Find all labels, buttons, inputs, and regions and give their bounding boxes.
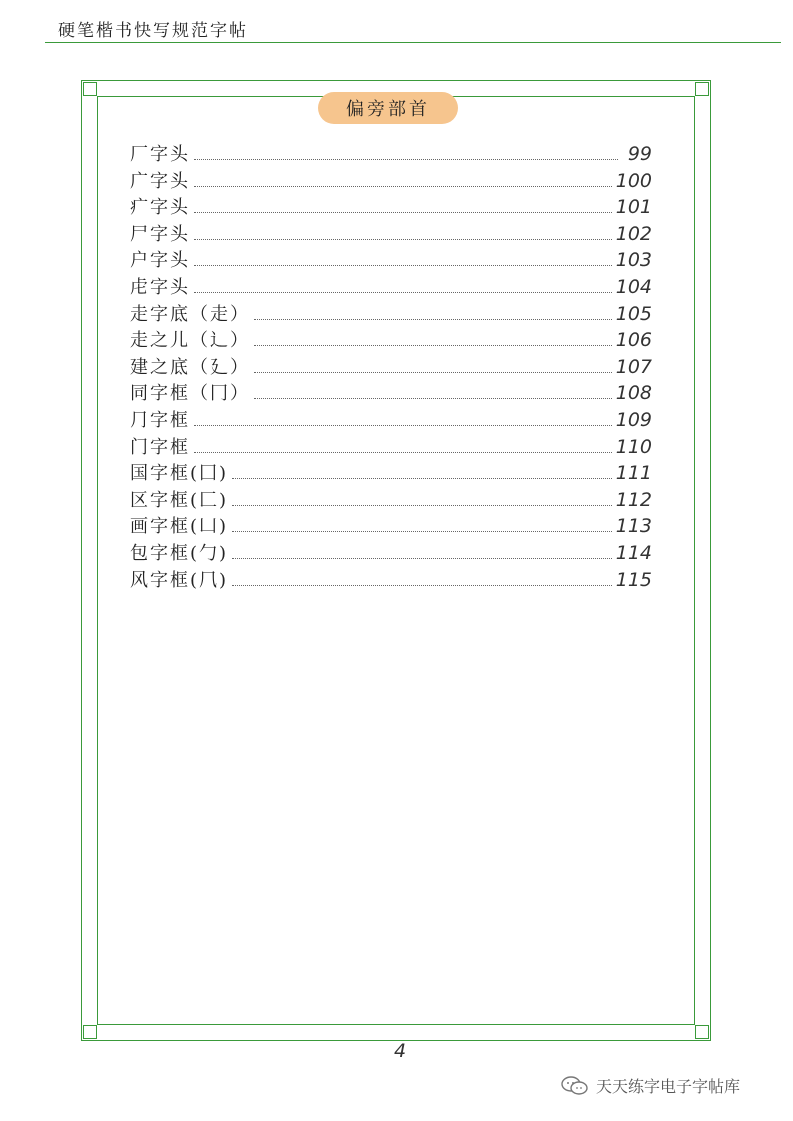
toc-leader-dots	[254, 318, 612, 320]
toc-entry-page: 100	[615, 169, 652, 192]
watermark	[560, 1074, 740, 1097]
page-number: 4	[393, 1040, 407, 1062]
toc-entry-page: 109	[615, 408, 652, 431]
toc-entry-label: 走字底（走）	[130, 303, 250, 325]
toc-leader-dots	[194, 158, 618, 160]
toc-leader-dots	[194, 291, 612, 293]
toc-entry-page: 114	[615, 541, 652, 564]
toc-entry-page: 105	[615, 302, 652, 325]
toc-entry-label: 国字框(囗)	[130, 463, 229, 485]
toc-leader-dots	[232, 530, 612, 532]
toc-leader-dots	[232, 477, 612, 479]
toc-entry-label: 画字框(凵)	[130, 516, 229, 538]
toc-entry-page: 112	[615, 488, 652, 511]
toc-entry-label: 厂字头	[130, 144, 190, 165]
toc-entry[interactable]	[130, 512, 652, 539]
toc-entry-label: ⺆字框	[130, 409, 190, 431]
toc-entry-page: 111	[615, 462, 652, 485]
toc-entry-page: 106	[615, 329, 652, 352]
toc-entry[interactable]	[130, 459, 652, 486]
toc-entry-label: 门字框	[130, 436, 190, 458]
toc-entry-label: 建之底（廴）	[130, 356, 250, 378]
toc-entry[interactable]	[130, 353, 652, 380]
toc-leader-dots	[254, 371, 612, 373]
corner-ornament-bottom-right	[695, 1025, 709, 1039]
header-rule	[45, 42, 781, 43]
toc-leader-dots	[232, 584, 612, 586]
toc-entry[interactable]	[130, 140, 652, 167]
section-title: 偏旁部首	[318, 92, 458, 124]
toc-entry-label: 虍字头	[130, 276, 190, 298]
corner-ornament-bottom-left	[83, 1025, 97, 1039]
toc-entry-page: 110	[615, 435, 652, 458]
toc-entry-page: 113	[615, 515, 652, 538]
toc-leader-dots	[194, 185, 612, 187]
toc-entry-page: 102	[615, 222, 652, 245]
toc-leader-dots	[194, 238, 612, 240]
toc-leader-dots	[254, 344, 612, 346]
toc-entry-page: 108	[615, 382, 652, 405]
toc-entry-label: 户字头	[130, 250, 190, 272]
toc-entry[interactable]	[130, 273, 652, 300]
toc-entry-label: 同字框（冂）	[130, 383, 250, 405]
toc-entry[interactable]	[130, 193, 652, 220]
toc-entry-page: 103	[615, 249, 652, 272]
toc-entry-page: 107	[615, 355, 652, 378]
toc-entry[interactable]	[130, 539, 652, 566]
watermark-text: 天天练字电子字帖库	[596, 1077, 741, 1096]
toc-entry-label: 走之儿（辶）	[130, 330, 250, 352]
toc-leader-dots	[232, 504, 612, 506]
toc-entry-page: 101	[615, 196, 652, 219]
toc-entry[interactable]	[130, 486, 652, 513]
toc-leader-dots	[194, 211, 612, 213]
corner-ornament-top-left	[83, 82, 97, 96]
toc-leader-dots	[194, 264, 612, 266]
toc-entry[interactable]	[130, 433, 652, 460]
toc-leader-dots	[194, 451, 612, 453]
toc-entry-label: 广字头	[130, 170, 190, 192]
toc-entry-label: 尸字头	[130, 223, 190, 245]
toc-leader-dots	[232, 557, 612, 559]
toc-entry-label: 疒字头	[130, 197, 190, 219]
toc-entry-label: 风字框(⺇)	[130, 569, 229, 591]
toc-entry-page: 99	[627, 143, 652, 165]
wechat-icon	[560, 1075, 590, 1097]
document-header-title: 硬笔楷书快写规范字帖	[58, 21, 248, 41]
toc-entry[interactable]	[130, 566, 652, 593]
toc-entry-label: 包字框(勹)	[130, 542, 229, 564]
toc-entry-label: 区字框(匚)	[130, 489, 229, 511]
toc-entry[interactable]	[130, 246, 652, 273]
table-of-contents	[130, 140, 652, 592]
toc-leader-dots	[254, 397, 612, 399]
toc-entry[interactable]	[130, 300, 652, 327]
toc-entry[interactable]	[130, 326, 652, 353]
toc-entry[interactable]	[130, 220, 652, 247]
toc-entry-page: 104	[615, 275, 652, 298]
toc-entry[interactable]	[130, 167, 652, 194]
toc-leader-dots	[194, 424, 612, 426]
corner-ornament-top-right	[695, 82, 709, 96]
toc-entry[interactable]	[130, 379, 652, 406]
toc-entry[interactable]	[130, 406, 652, 433]
toc-entry-page: 115	[615, 568, 652, 591]
